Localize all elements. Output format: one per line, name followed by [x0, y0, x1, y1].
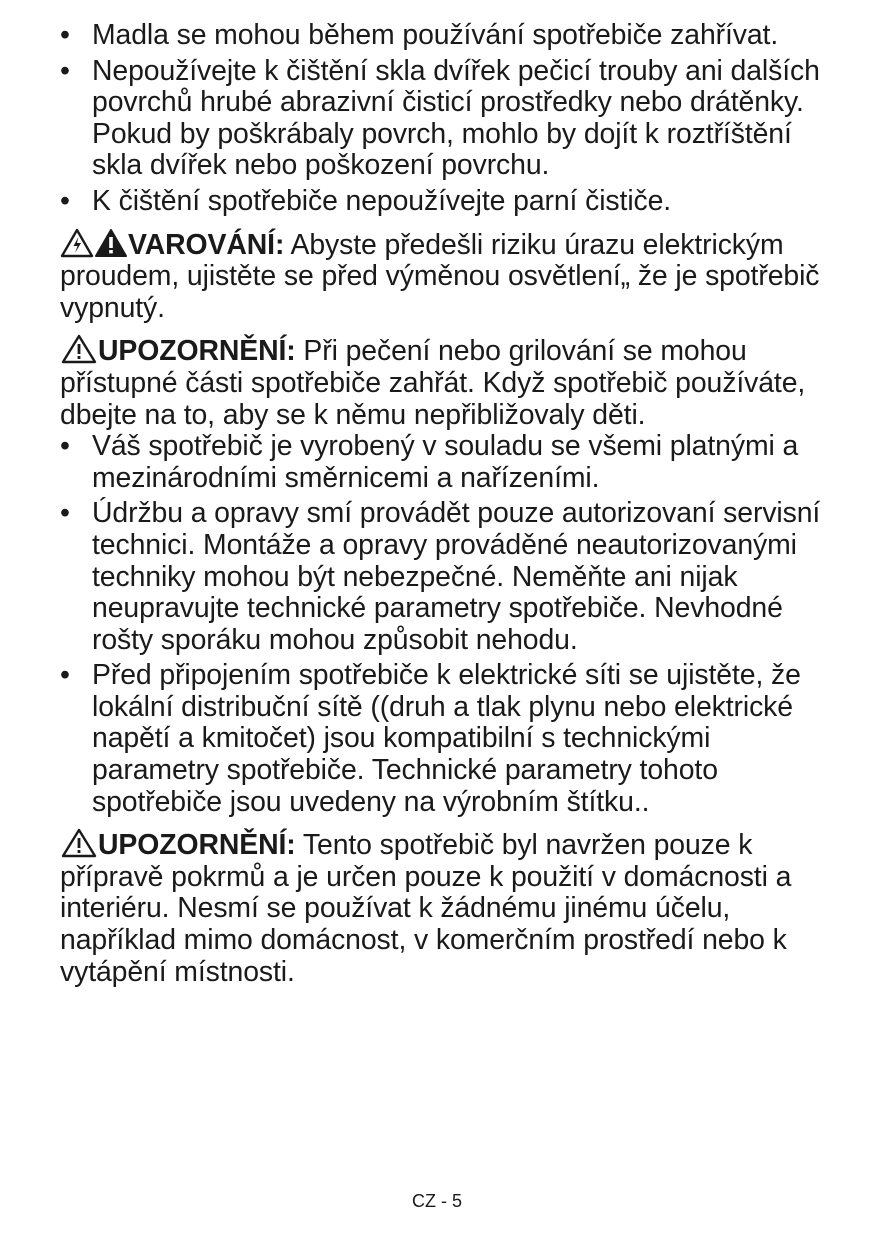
caution-paragraph: [60, 828, 830, 988]
bullet-symbol: •: [60, 19, 70, 51]
page-number: CZ - 5: [411, 1191, 462, 1211]
bullet-symbol: •: [60, 54, 70, 87]
list-item-text: K čištění spotřebiče nepoužívejte parní čističe.: [92, 184, 672, 217]
list-item: [60, 431, 830, 494]
caution-paragraph: [60, 334, 830, 431]
caution-label: UPOZORNĚNÍ:: [98, 829, 296, 862]
list-item: [60, 186, 830, 218]
list-item: [60, 660, 830, 818]
list-item-text: Madla se mohou během používání spotřebiče zahřívat.: [92, 19, 779, 51]
bullet-symbol: •: [60, 659, 70, 692]
electric-warning-icon: [60, 228, 94, 258]
caution-text: Při pečení nebo grilování se mohou přístupné části spotřebiče zahřát. Když spotřebič používáte, dbejte na to, aby se k němu nepřibližovaly děti.: [60, 335, 806, 431]
manual-page-content: [60, 20, 830, 988]
warning-text: Abyste předešli riziku úrazu elektrickým proudem, ujistěte se před výměnou osvětlení„ že je spotřebič vypnutý.: [60, 228, 820, 324]
list-item: [60, 56, 830, 182]
list-item-text: Nepoužívejte k čištění skla dvířek pečicí trouby ani dalších povrchů hrubé abrazivní čisticí prostředky nebo drátěnky. Pokud by poškrábaly povrch, mohlo by dojít k roztříštění skla dvířek nebo poškození povrchu.: [92, 54, 820, 182]
list-item: [60, 498, 830, 656]
list-item-text: Údržbu a opravy smí provádět pouze autorizovaní servisní technici. Montáže a opravy prováděné neautorizovanými techniky mohou být nebezpečné. Neměňte ani nijak neupravujte technické parametry spotřebiče. Nevhodné rošty sporáku mohou způsobit nehodu.: [92, 497, 821, 656]
warning-paragraph: [60, 228, 830, 325]
caution-text: Tento spotřebič byl navržen pouze k přípravě pokrmů a je určen pouze k použití v domácnosti a interiéru. Nesmí se používat k žádnému jinému účelu, například mimo domácnost, v komerčním prostředí nebo k vytápění místnosti.: [60, 829, 792, 988]
warning-label: VAROVÁNÍ:: [128, 228, 285, 261]
list-item-text: Váš spotřebič je vyrobený v souladu se všemi platnými a mezinárodními směrnicemi a nařízeními.: [92, 430, 799, 494]
warning-filled-icon: [94, 228, 128, 258]
caution-label: UPOZORNĚNÍ:: [98, 335, 296, 368]
list-item: [60, 20, 830, 52]
list-item-text: Před připojením spotřebiče k elektrické síti se ujistěte, že lokální distribuční sítě ((druh a tlak plynu nebo elektrické napětí a kmitočet) jsou kompatibilní s technickými parametry spotřebiče. Technické parametry tohoto spotřebiče jsou uvedeny na výrobním štítku..: [92, 659, 801, 818]
bullet-symbol: •: [60, 497, 70, 530]
caution-icon: [60, 334, 98, 364]
bullet-symbol: •: [60, 430, 70, 463]
bullet-symbol: •: [60, 184, 70, 217]
caution-icon: [60, 828, 98, 858]
